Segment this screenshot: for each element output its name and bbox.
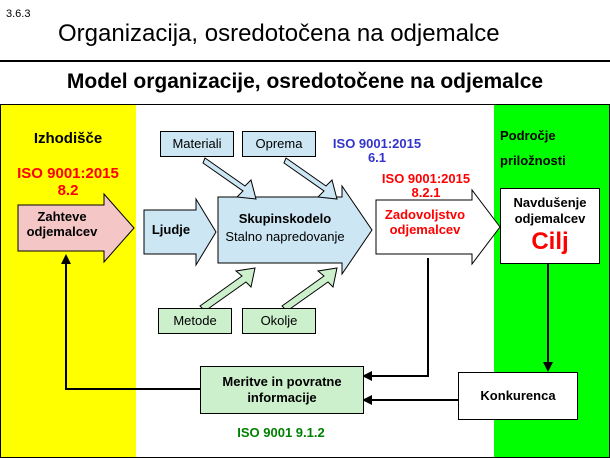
iso-8-2-1-label: ISO 9001:2015 8.2.1 xyxy=(381,171,471,201)
methods-input-arrow xyxy=(200,268,255,311)
iso-9-1-2-label: ISO 9001 9.1.2 xyxy=(237,425,325,440)
satisfaction-to-feedback-line xyxy=(364,258,428,376)
teamwork-label: Skupinskodelo Stalno napredovanje xyxy=(225,211,345,244)
people-label: Ljudje xyxy=(151,222,191,237)
satisfaction-label: Zadovoljstvo odjemalcev xyxy=(384,207,466,237)
iso-6-1-label: ISO 9001:2015 6.1 xyxy=(332,136,422,166)
environment-input-arrow xyxy=(282,268,337,311)
materials-box: Materiali xyxy=(160,131,234,157)
diagram-subtitle: Model organizacije, osredotočene na odjemalce xyxy=(66,70,544,93)
environment-box: Okolje xyxy=(242,308,316,334)
slide-number: 3.6.3 xyxy=(6,8,31,20)
competition-box: Konkurenca xyxy=(458,372,578,420)
equipment-box: Oprema xyxy=(242,131,316,157)
iso-8-2-label: ISO 9001:2015 8.2 xyxy=(17,165,119,199)
methods-box: Metode xyxy=(158,308,232,334)
starting-point-heading: Izhodišče xyxy=(33,130,103,147)
delight-goal-box: Navdušenje odjemalcev Cilj xyxy=(500,188,600,264)
page-title: Organizacija, osredotočena na odjemalce xyxy=(58,20,500,47)
requirements-label: Zahteve odjemalcev xyxy=(26,209,98,239)
feedback-box: Meritve in povratne informacije xyxy=(200,366,364,414)
materials-input-arrow xyxy=(203,158,256,199)
goal-label: Cilj xyxy=(531,228,569,256)
opportunity-heading: Področje priložnosti xyxy=(500,128,566,168)
